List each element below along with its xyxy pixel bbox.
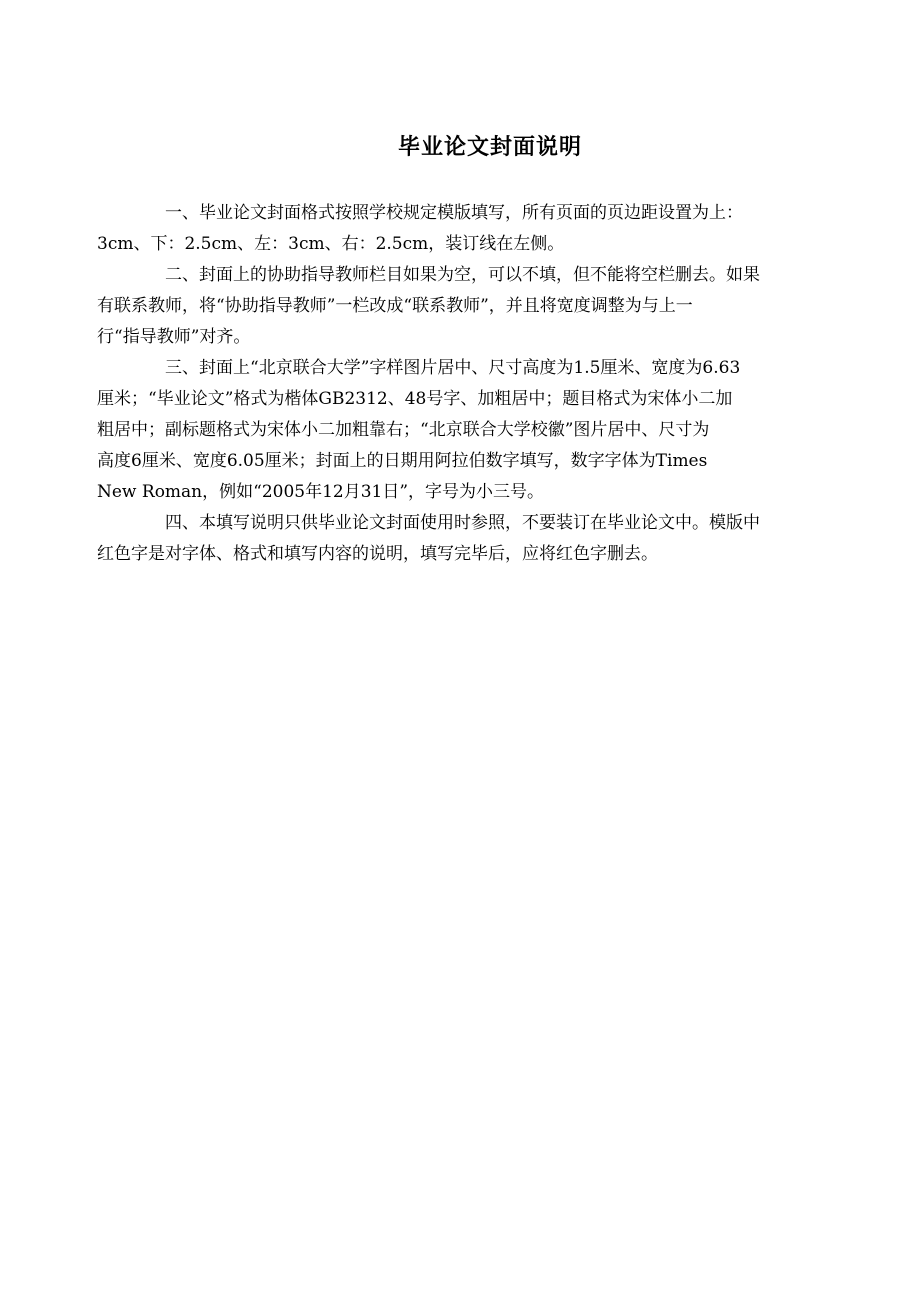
paragraph-4-line-1: 四、本填写说明只供毕业论文封面使用时参照，不要装订在毕业论文中。模版中 — [165, 513, 760, 533]
paragraph-4-line-2: 红色字是对字体、格式和填写内容的说明，填写完毕后，应将红色字删去。 — [97, 544, 658, 564]
paragraph-3-line-4: 高度6厘米、宽度6.05厘米；封面上的日期用阿拉伯数字填写，数字字体为Times — [97, 451, 708, 471]
paragraph-3 — [97, 353, 811, 508]
paragraph-3-line-5: New Roman，例如“2005年12月31日”，字号为小三号。 — [97, 482, 545, 502]
paragraph-1-line-1: 一、毕业论文封面格式按照学校规定模版填写，所有页面的页边距设置为上： — [165, 203, 743, 223]
paragraph-3-line-3: 粗居中；副标题格式为宋体小二加粗靠右；“北京联合大学校徽”图片居中、尺寸为 — [97, 420, 710, 440]
paragraph-2-line-3: 行“指导教师”对齐。 — [97, 327, 251, 347]
paragraph-1-line-2: 3cm、下：2.5cm、左：3cm、右：2.5cm，装订线在左侧。 — [97, 234, 565, 254]
document-title: 毕业论文封面说明 — [397, 135, 582, 160]
paragraph-4 — [97, 508, 811, 570]
paragraph-2-line-1: 二、封面上的协助指导教师栏目如果为空，可以不填，但不能将空栏删去。如果 — [165, 265, 760, 285]
paragraph-2-line-2: 有联系教师，将“协助指导教师”一栏改成“联系教师”，并且将宽度调整为与上一 — [97, 296, 693, 316]
paragraph-1 — [97, 198, 811, 260]
paragraph-2 — [97, 260, 811, 353]
paragraph-3-line-1: 三、封面上“北京联合大学”字样图片居中、尺寸高度为1.5厘米、宽度为6.63 — [165, 358, 741, 378]
document-body — [97, 198, 811, 570]
paragraph-3-line-2: 厘米；“毕业论文”格式为楷体GB2312、48号字、加粗居中；题目格式为宋体小二加 — [97, 389, 733, 409]
